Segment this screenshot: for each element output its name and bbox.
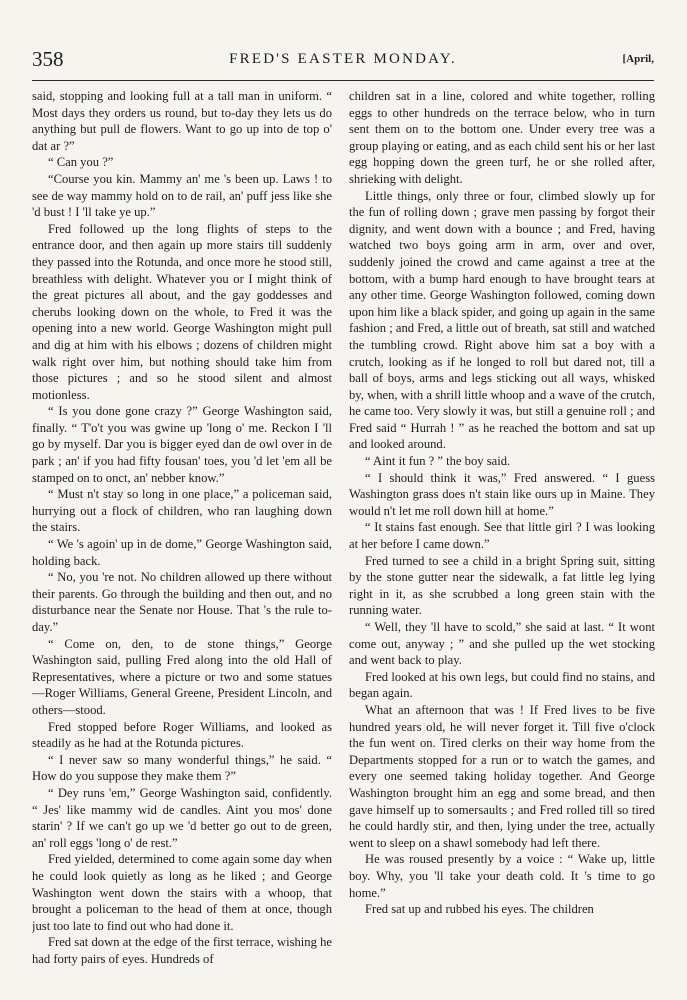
paragraph: “ No, you 're not. No children allowed up there without their parents. Go through the building and then out, and no disturbance near the Senate nor House. That 's the rule to-day.”: [32, 570, 332, 634]
paragraph: “Course you kin. Mammy an' me 's been up. Laws ! to see de way mammy hold on to de rail, an' puff jess like she 'd bust ! I 'll take ye up.”: [32, 171, 332, 220]
running-header: [32, 47, 654, 73]
paragraph: Fred stopped before Roger Williams, and looked as steadily as he had at the Rotunda pictures.: [32, 719, 332, 751]
paragraph: children sat in a line, colored and white together, rolling eggs to other hundreds on the terrace below, who in turn sent them on to the bottom one. Under every tree was a group playing or eating, and as each child sent his or her last egg hopping down the green turf, he or she rolled after, shrieking with delight.: [349, 89, 655, 186]
paragraph: Fred looked at his own legs, but could find no stains, and began again.: [349, 669, 655, 701]
paragraph: “ Can you ?”: [48, 155, 114, 170]
paragraph: Fred yielded, determined to come again some day when he could look quietly as long as he liked ; and George Washington went down the stairs with a whoop, that brought a policeman to the head of them at once, though just too late to find out who had done it.: [32, 852, 332, 933]
paragraph: Fred sat up and rubbed his eyes. The children: [365, 902, 594, 917]
running-title: FRED'S EASTER MONDAY.: [229, 51, 457, 67]
paragraph: “ I should think it was,” Fred answered. “ I guess Washington grass does n't stain like ours up in Maine. They would n't let me roll down hill at home.”: [349, 470, 655, 518]
paragraph: Little things, only three or four, climbed slowly up for the fun of rolling down ; grave men passing by forgot their dignity, and went down with a bounce ; and Fred, having watched two boys going arm in arm, over and over, suddenly joined the crowd and came against a tree at the bottom, with a bump hard enough to have brought tears at any other time. George Washington followed, coming down upon him like a black spider, and going up again in the same fashion ; and Fred, a little out of breath, sat still and watched the tumbling crowd. Right above him sat a boy with a crutch, looking as if he longed to roll but dared not, till a ball of boys, arms and legs sticking out all ways, whisked by, when, with a shrill little whoop and a wave of the crutch, he came too. Very slowly it was, but still a genuine roll ; and Fred said “ Hurrah ! ” as he reached the bottom and sat up and looked around.: [349, 188, 655, 452]
paragraph: “ Come on, den, to de stone things,” George Washington said, pulling Fred along into the old Hall of Representatives, where a picture or two and some statues—Roger Williams, General Greene, President Lincoln, and others—stood.: [32, 636, 332, 717]
paragraph: “ Is you done gone crazy ?” George Washington said, finally. “ T'o't you was gwine up 'long o' me. Reckon I 'll go by myself. Dar you is bigger eyed dan de owl over in de park ; an' if you had fifty fousan' toes, you 'd let 'em all be stamped on to onct, an' nebber know.”: [32, 404, 332, 485]
header-month: [April,: [622, 53, 654, 65]
page-number: 358: [32, 47, 64, 71]
paragraph: “ Aint it fun ? ” the boy said.: [365, 454, 511, 469]
paragraph: He was roused presently by a voice : “ Wake up, little boy. Why, you 'll take your death cold. It 's time to go home.”: [349, 852, 655, 900]
header-rule: [32, 80, 654, 81]
paragraph: “ Must n't stay so long in one place,” a policeman said, hurrying out a flock of children, who ran laughing down the stairs.: [32, 487, 332, 535]
paragraph: Fred followed up the long flights of steps to the entrance door, and then again up more stairs till suddenly they passed into the Rotunda, and once more he stood still, breathless with delight. Whatever you or I might think of the great pictures all about, and the gay goddesses and cherubs looking down on the whole, to Fred it was the opening into a new world. George Washington might pull and dig at him with his elbows ; dozens of children might walk right over him, but nothing should take him from those pictures ; and so he stood silent and almost motionless.: [32, 221, 332, 402]
paragraph: What an afternoon that was ! If Fred lives to be five hundred years old, he will never forget it. Till five o'clock the fun went on. Tired clerks on their way home from the Departments stopped for a run or to watch the games, and every one seemed taking holiday together. And George Washington brought him an egg and some bread, and then gave himself up to somersaults ; and Fred rolled till so tired he could hardly stir, and then, lying under the tree, actually went to sleep on a shawl somebody had left there.: [349, 702, 655, 850]
left-column: [32, 88, 332, 988]
paragraph: “ It stains fast enough. See that little girl ? I was looking at her before I came down.”: [349, 520, 655, 552]
paragraph: Fred sat down at the edge of the first terrace, wishing he had forty pairs of eyes. Hundreds of: [32, 935, 332, 966]
paragraph: “ Dey runs 'em,” George Washington said, confidently. “ Jes' like mammy wid de candles. Aint you mos' done starin' ? If we can't go up we 'd better go out to de green, an' roll eggs 'long o' de rest.”: [32, 785, 332, 850]
paragraph: “ I never saw so many wonderful things,” he said. “ How do you suppose they make them ?”: [32, 752, 332, 784]
paragraph: “ We 's agoin' up in de dome,” George Washington said, holding back.: [32, 537, 332, 568]
paragraph: “ Well, they 'll have to scold,” she said at last. “ It wont come out, anyway ; ” and she pulled up the wet stocking and went back to play.: [349, 620, 655, 668]
paragraph: said, stopping and looking full at a tall man in uniform. “ Most days they orders us round, but to-day they lets us do anything but pull de flowers. Want to go up into de top o' dat ar ?”: [32, 89, 332, 153]
right-column: [349, 88, 655, 988]
paragraph: Fred turned to see a child in a bright Spring suit, sitting by the stone gutter near the sidewalk, a fat little leg lying right in it, as she scrubbed a long green stain with the running water.: [349, 553, 655, 618]
